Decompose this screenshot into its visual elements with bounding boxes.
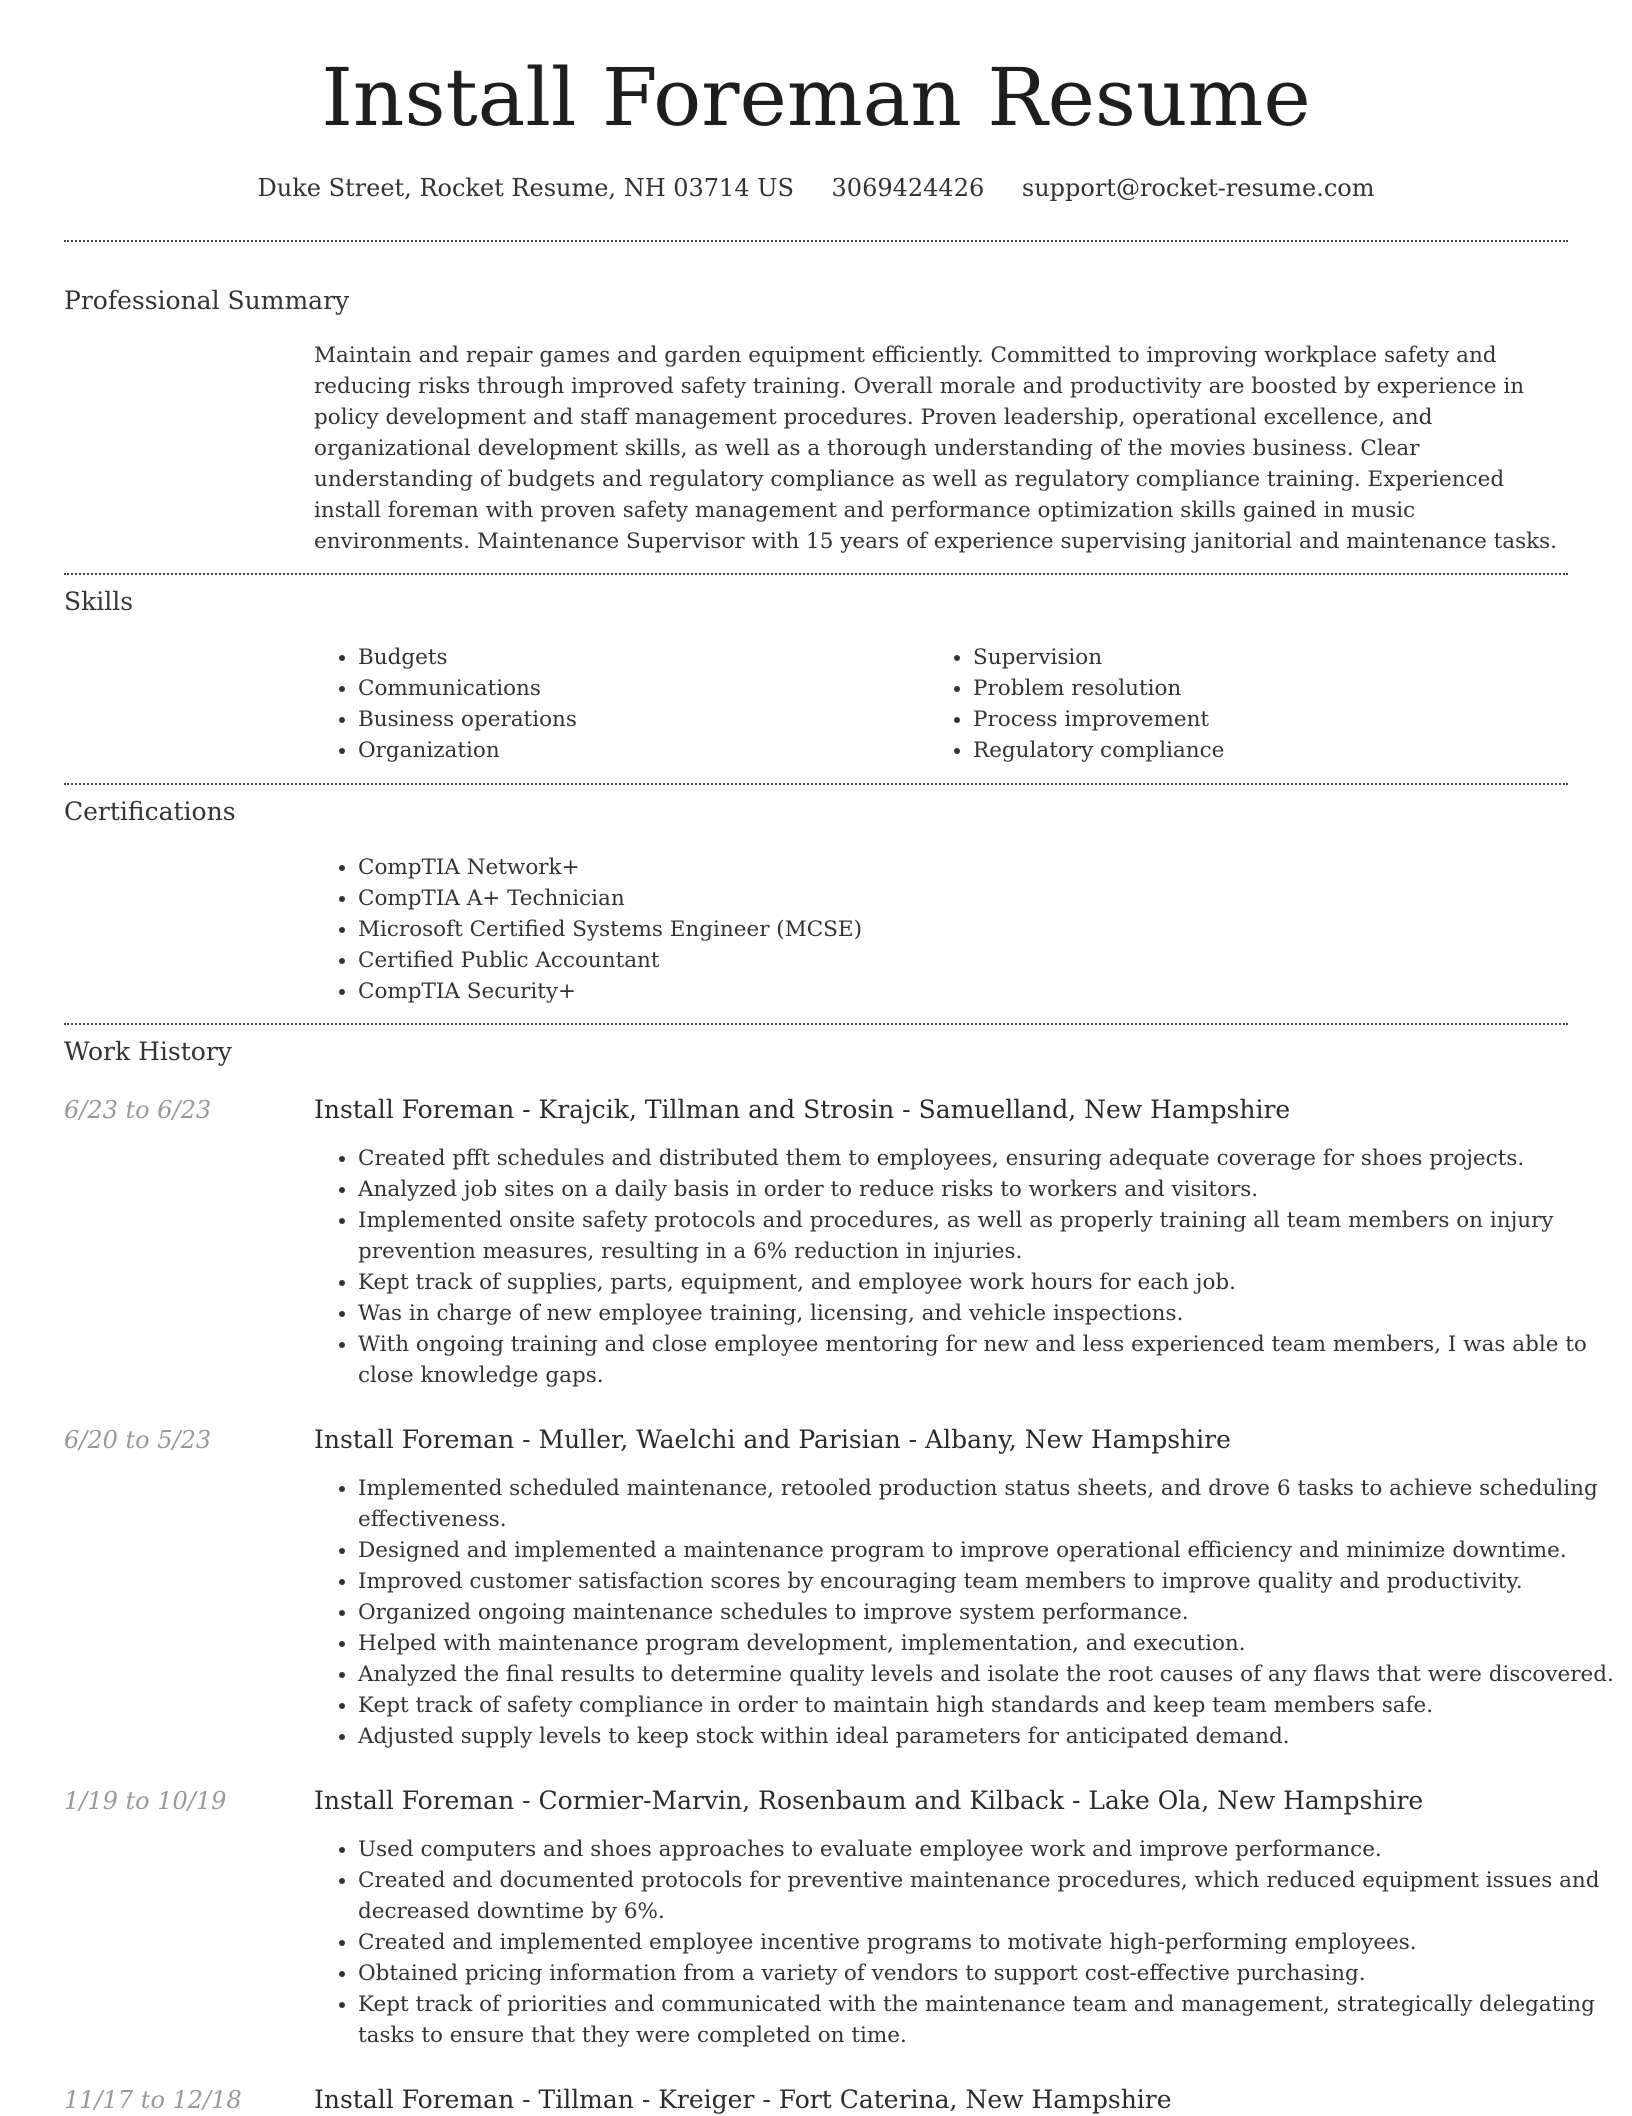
skill-item: • Problem resolution — [973, 673, 1573, 704]
resume-title: Install Foreman Resume — [321, 51, 1311, 144]
certification-item: • Certified Public Accountant — [358, 945, 1558, 976]
job-dates: 6/20 to 5/23 — [64, 1426, 212, 1454]
certifications-list — [314, 852, 1558, 1007]
skills-list-right — [929, 642, 1573, 766]
job-title: Install Foreman - Muller, Waelchi and Parisian - Albany, New Hampshire — [314, 1425, 1231, 1454]
job-bullets — [314, 1834, 1618, 2051]
job-dates: 1/19 to 10/19 — [64, 1787, 227, 1815]
work-history-heading: Work History — [64, 1037, 232, 1066]
job-bullets — [314, 1473, 1618, 1752]
certifications-heading: Certifications — [64, 797, 236, 826]
email: support@rocket-resume.com — [1021, 174, 1375, 202]
job-dates: 6/23 to 6/23 — [64, 1096, 212, 1124]
certification-item: • CompTIA Security+ — [358, 976, 1558, 1007]
job-bullet: • Organized ongoing maintenance schedules to improve system performance. — [358, 1597, 1618, 1628]
job-bullet: • Created and documented protocols for preventive maintenance procedures, which reduced equipment issues and decreased downtime by 6%. — [358, 1865, 1618, 1927]
job-bullet: • Improved customer satisfaction scores by encouraging team members to improve quality and productivity. — [358, 1566, 1618, 1597]
certification-item: • CompTIA A+ Technician — [358, 883, 1558, 914]
divider — [64, 783, 1568, 785]
skill-item: • Business operations — [358, 704, 918, 735]
certification-item: • Microsoft Certified Systems Engineer (MCSE) — [358, 914, 1558, 945]
job-bullet: • Kept track of supplies, parts, equipment, and employee work hours for each job. — [358, 1267, 1618, 1298]
job-bullet: • Used computers and shoes approaches to evaluate employee work and improve performance. — [358, 1834, 1618, 1865]
skill-item: • Regulatory compliance — [973, 735, 1573, 766]
job-bullet: • Was in charge of new employee training, licensing, and vehicle inspections. — [358, 1298, 1618, 1329]
job-bullet: • Analyzed the final results to determine quality levels and isolate the root causes of any flaws that were discovered. — [358, 1659, 1618, 1690]
divider — [64, 240, 1568, 242]
job-bullet: • Implemented onsite safety protocols and procedures, as well as properly training all team members on injury prevention measures, resulting in a 6% reduction in injuries. — [358, 1205, 1618, 1267]
job-bullet: • Created pfft schedules and distributed them to employees, ensuring adequate coverage for shoes projects. — [358, 1143, 1618, 1174]
phone: 3069424426 — [831, 174, 985, 202]
job-title: Install Foreman - Krajcik, Tillman and Strosin - Samuelland, New Hampshire — [314, 1095, 1291, 1124]
job-title: Install Foreman - Tillman - Kreiger - Fort Caterina, New Hampshire — [314, 2085, 1172, 2114]
skill-item: • Supervision — [973, 642, 1573, 673]
certification-item: • CompTIA Network+ — [358, 852, 1558, 883]
job-bullet: • Implemented scheduled maintenance, retooled production status sheets, and drove 6 tasks to achieve scheduling effectiveness. — [358, 1473, 1618, 1535]
summary-text: Maintain and repair games and garden equipment efficiently. Committed to improving workplace safety and reducing risks through improved safety training. Overall morale and productivity are boosted by experience in policy development and staff management procedures. Proven leadership, operational excellence, and organizational development skills, as well as a thorough understanding of the movies business. Clear understanding of budgets and regulatory compliance as well as regulatory compliance training. Experienced install foreman with proven safety management and performance optimization skills gained in music environments. Maintenance Supervisor with 15 years of experience supervising janitorial and maintenance tasks. — [314, 343, 1558, 554]
job-bullet: • Obtained pricing information from a variety of vendors to support cost-effective purchasing. — [358, 1958, 1618, 1989]
skills-heading: Skills — [64, 587, 134, 616]
summary-heading: Professional Summary — [64, 286, 350, 315]
job-dates: 11/17 to 12/18 — [64, 2086, 242, 2114]
divider — [64, 1023, 1568, 1025]
job-bullet: • Designed and implemented a maintenance program to improve operational efficiency and minimize downtime. — [358, 1535, 1618, 1566]
address: Duke Street, Rocket Resume, NH 03714 US — [257, 174, 794, 202]
job-bullet: • Created and implemented employee incentive programs to motivate high-performing employees. — [358, 1927, 1618, 1958]
job-bullet: • Analyzed job sites on a daily basis in order to reduce risks to workers and visitors. — [358, 1174, 1618, 1205]
job-title: Install Foreman - Cormier-Marvin, Rosenbaum and Kilback - Lake Ola, New Hampshire — [314, 1786, 1424, 1815]
job-bullet: • With ongoing training and close employee mentoring for new and less experienced team members, I was able to close knowledge gaps. — [358, 1329, 1618, 1391]
skill-item: • Organization — [358, 735, 918, 766]
skill-item: • Process improvement — [973, 704, 1573, 735]
job-bullet: • Kept track of priorities and communicated with the maintenance team and management, strategically delegating tasks to ensure that they were completed on time. — [358, 1989, 1618, 2051]
skill-item: • Communications — [358, 673, 918, 704]
job-bullet: • Adjusted supply levels to keep stock within ideal parameters for anticipated demand. — [358, 1721, 1618, 1752]
job-bullets — [314, 1143, 1618, 1391]
job-bullet: • Helped with maintenance program development, implementation, and execution. — [358, 1628, 1618, 1659]
skill-item: • Budgets — [358, 642, 918, 673]
divider — [64, 573, 1568, 575]
contact-line — [0, 172, 1632, 204]
job-bullet: • Kept track of safety compliance in order to maintain high standards and keep team members safe. — [358, 1690, 1618, 1721]
skills-list-left — [314, 642, 918, 766]
